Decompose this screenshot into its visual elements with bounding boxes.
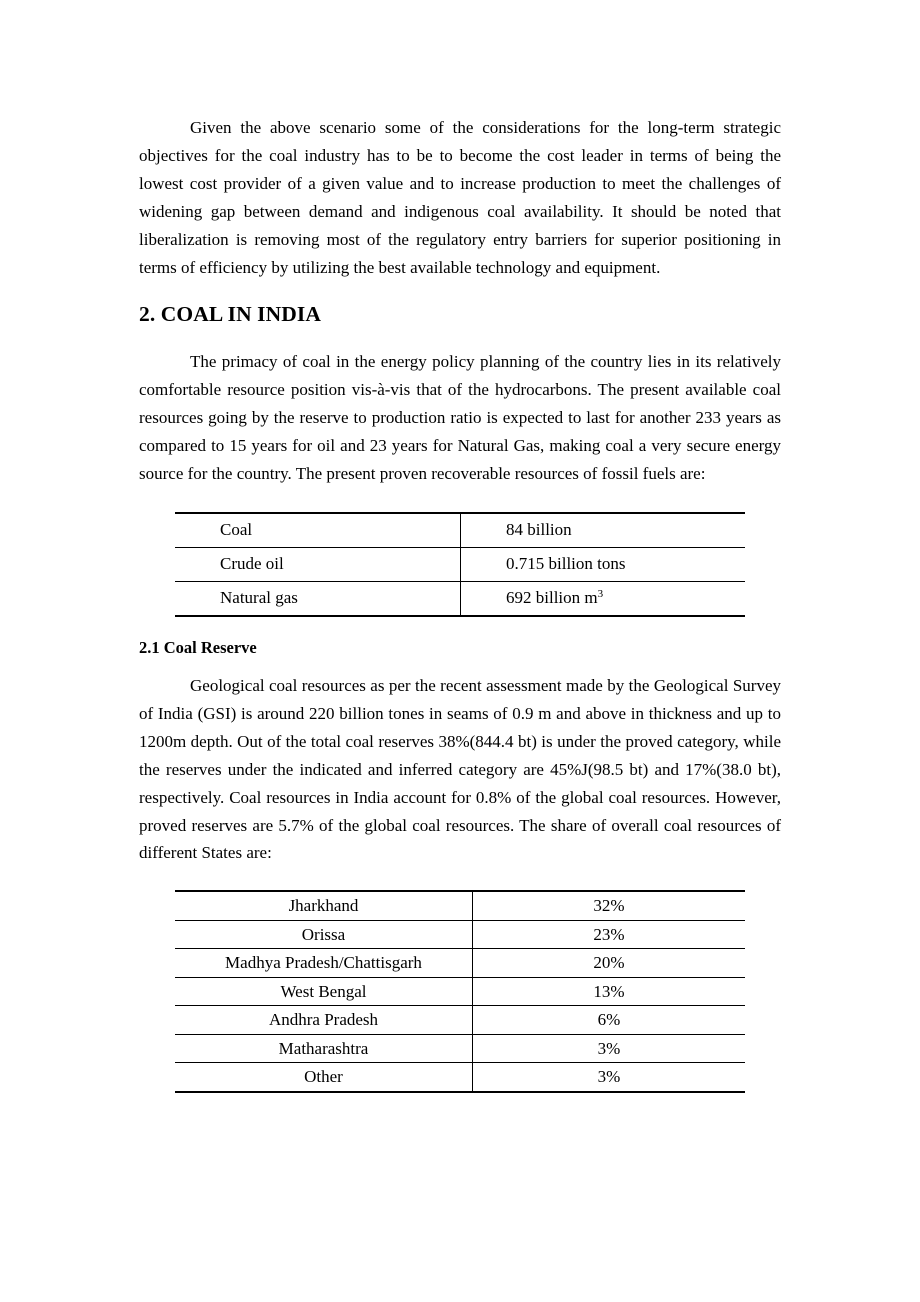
section-heading: 2. COAL IN INDIA [139, 302, 321, 327]
share-cell: 6% [473, 1006, 746, 1035]
document-page [139, 114, 781, 1093]
state-cell: Matharashtra [175, 1034, 473, 1063]
state-cell: Andhra Pradesh [175, 1006, 473, 1035]
fuel-cell: Coal [175, 513, 461, 548]
share-cell: 20% [473, 949, 746, 978]
amount-cell [461, 547, 746, 581]
table-row [175, 891, 745, 920]
unit-superscript: 3 [597, 588, 604, 601]
amount-text: 0.715 billion tons [506, 554, 626, 574]
share-cell: 13% [473, 977, 746, 1006]
table-row [175, 513, 745, 548]
state-cell: Madhya Pradesh/Chattisgarh [175, 949, 473, 978]
amount-cell [461, 581, 746, 616]
table-row [175, 920, 745, 949]
share-cell: 32% [593, 896, 625, 916]
intro-paragraph: Given the above scenario some of the considerations for the long-term strategic objectives for the coal industry has to be to become the cost leader in terms of being the lowest cost provider of a given value and to increase production to meet the challenges of widening gap between demand and indigenous coal availability. It should be noted that liberalization is removing most of the regulatory entry barriers for superior positioning in terms of efficiency by utilizing the best available technology and equipment. [139, 118, 781, 277]
table-row [175, 1063, 745, 1092]
amount-text: 692 billion m [506, 588, 598, 608]
fossil-fuels-table [175, 512, 745, 617]
share-cell: 23% [473, 920, 746, 949]
fuel-cell: Natural gas [175, 581, 461, 616]
amount-text: 84 billion [506, 520, 572, 540]
subsection-heading: 2.1 Coal Reserve [139, 637, 257, 657]
state-cell: Orissa [175, 920, 473, 949]
table-row [175, 977, 745, 1006]
state-cell: West Bengal [175, 977, 473, 1006]
table-row [175, 1006, 745, 1035]
state-cell: Other [175, 1063, 473, 1092]
share-cell: 3% [473, 1034, 746, 1063]
amount-cell [461, 513, 746, 548]
table-row [175, 581, 745, 616]
table-row [175, 949, 745, 978]
table-row [175, 547, 745, 581]
state-share-table [175, 890, 745, 1093]
table-row [175, 1034, 745, 1063]
coal-in-india-paragraph: The primacy of coal in the energy policy planning of the country lies in its relatively comfortable resource position vis-à-vis that of the hydrocarbons. The present available coal resources going by the reserve to production ratio is expected to last for another 233 years as compared to 15 years for oil and 23 years for Natural Gas, making coal a very secure energy source for the country. The present proven recoverable resources of fossil fuels are: [139, 352, 781, 484]
coal-reserve-paragraph: Geological coal resources as per the recent assessment made by the Geological Survey of India (GSI) is around 220 billion tones in seams of 0.9 m and above in thickness and up to 1200m depth. Out of the total coal reserves 38%(844.4 bt) is under the proved category, while the reserves under the indicated and inferred category are 45%J(98.5 bt) and 17%(38.0 bt), respectively. Coal resources in India account for 0.8% of the global coal resources. However, proved reserves are 5.7% of the global coal resources. The share of overall coal resources of different States are: [139, 675, 781, 863]
fuel-cell: Crude oil [175, 547, 461, 581]
state-cell: Jharkhand [175, 891, 473, 920]
share-cell: 3% [473, 1063, 746, 1092]
